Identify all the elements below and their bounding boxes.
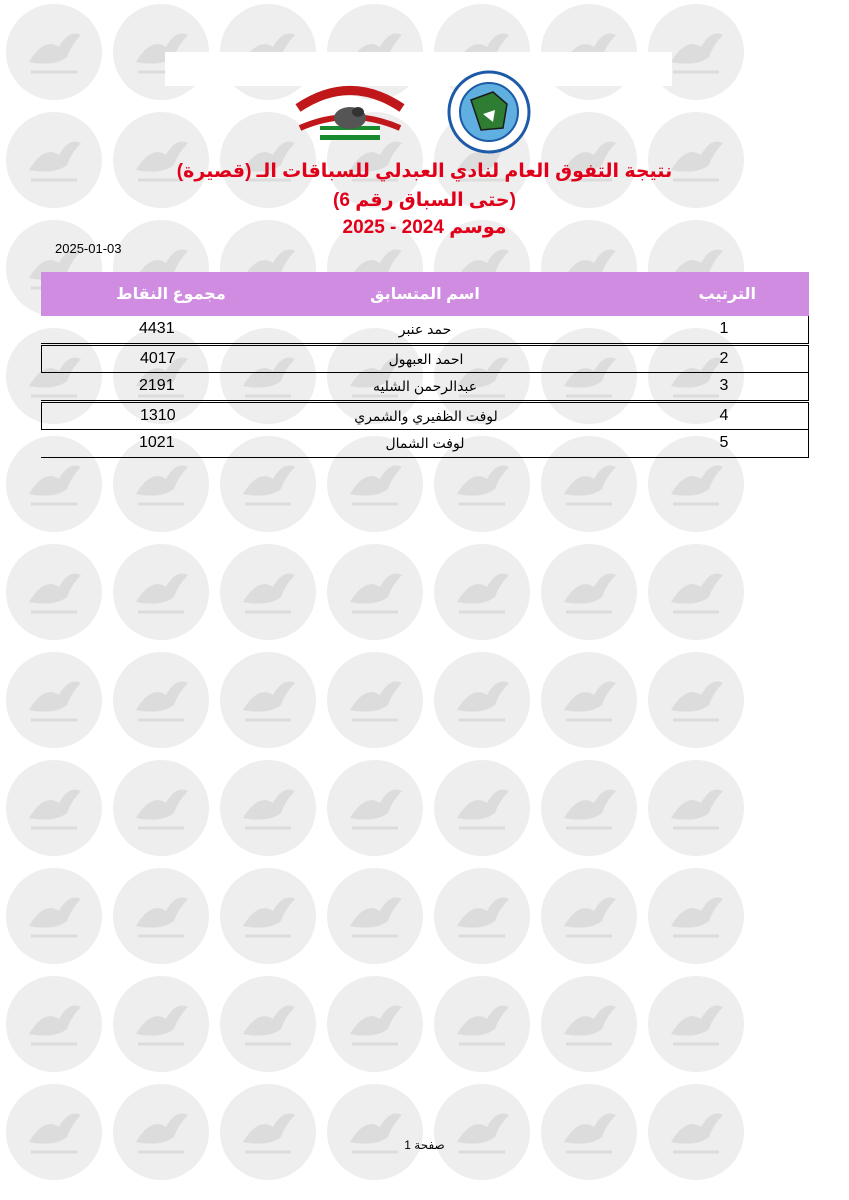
row-points: 4017 (140, 350, 176, 367)
report-date: 2025-01-03 (55, 241, 122, 256)
row-rank: 5 (719, 434, 729, 451)
club-logo (290, 78, 410, 148)
header-blank-bar (165, 52, 672, 86)
federation-logo (447, 70, 531, 154)
report-subtitle: (حتى السباق رقم 6) (333, 190, 516, 211)
table-row (41, 316, 809, 344)
row-points: 1310 (140, 407, 176, 424)
row-rank: 1 (719, 320, 729, 337)
row-rank: 4 (719, 407, 729, 424)
row-rank: 3 (719, 377, 729, 394)
row-name: لوفت الظفيري والشمري (354, 408, 498, 424)
row-name: حمد عنبر (398, 321, 452, 337)
table-row (41, 430, 809, 458)
column-header-rank: الترتيب (698, 286, 756, 303)
row-name: احمد العبهول (388, 351, 464, 367)
row-name: عبدالرحمن الشليه (372, 378, 478, 394)
table-row (41, 373, 809, 401)
column-header-points: مجموع النقاط (116, 286, 226, 303)
season-label: موسم 2024 - 2025 (342, 217, 507, 238)
column-header-name: اسم المتسابق (370, 286, 480, 303)
table-row (41, 402, 809, 430)
row-rank: 2 (719, 350, 729, 367)
row-points: 1021 (139, 434, 175, 451)
row-points: 4431 (139, 320, 175, 337)
table-header (41, 272, 809, 316)
report-title: نتيجة التفوق العام لنادي العبدلي للسباقات الـ (قصيرة) (176, 161, 673, 182)
table-row (41, 345, 809, 373)
row-points: 2191 (139, 377, 175, 394)
page-number: صفحة 1 (404, 1138, 445, 1152)
row-name: لوفت الشمال (385, 435, 465, 451)
